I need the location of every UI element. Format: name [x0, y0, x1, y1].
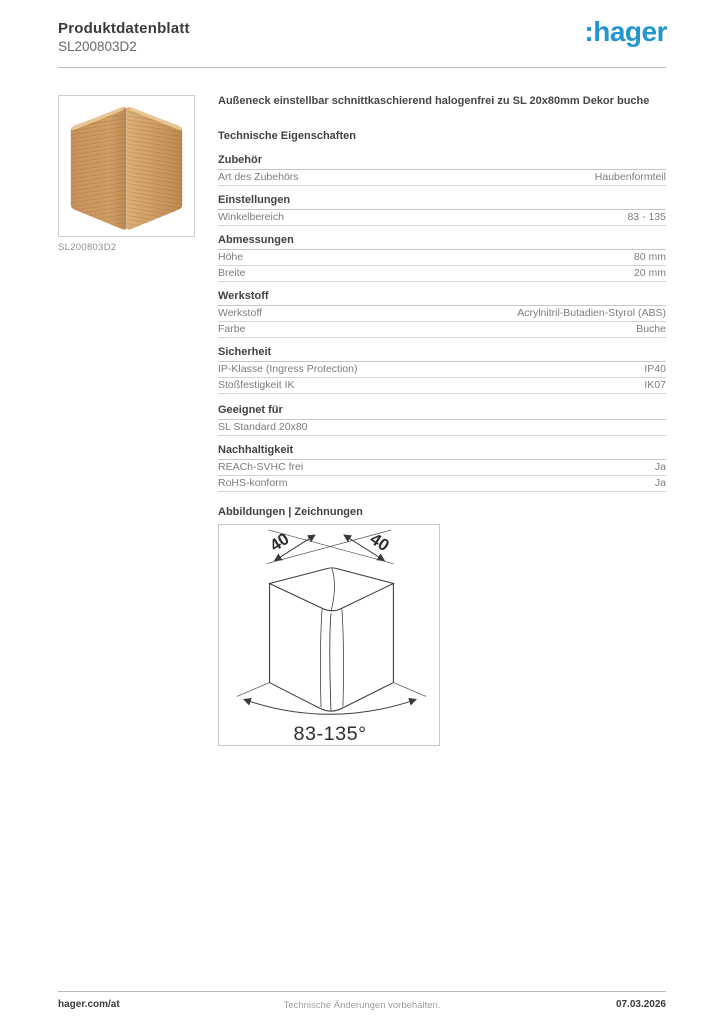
property-row: [218, 210, 666, 226]
property-label: Breite: [218, 267, 246, 279]
content-column: [218, 95, 666, 746]
property-label: SL Standard 20x80: [218, 421, 308, 433]
property-row: [218, 420, 666, 436]
header-product-ref: SL200803D2: [58, 39, 137, 54]
property-label: Werkstoff: [218, 307, 262, 319]
property-row: [218, 460, 666, 476]
angle-extension-left: [237, 683, 270, 697]
property-label: Farbe: [218, 323, 246, 335]
property-value: 83 - 135: [627, 211, 666, 223]
property-label: Stoßfestigkeit IK: [218, 379, 295, 391]
property-value: Haubenformteil: [594, 171, 666, 183]
section-einstellungen: [218, 194, 666, 226]
section-title: Werkstoff: [218, 290, 666, 306]
property-value: 20 mm: [633, 267, 666, 279]
section-title: Geeignet für: [218, 404, 666, 420]
section-werkstoff: [218, 290, 666, 338]
property-value: Ja: [654, 477, 666, 489]
property-row: [218, 476, 666, 492]
angle-extension-right: [393, 683, 426, 697]
property-row: [218, 378, 666, 394]
section-title: Zubehör: [218, 154, 666, 170]
footer-site-link[interactable]: hager.com/at: [58, 999, 120, 1010]
property-row: [218, 250, 666, 266]
hager-logo: :hager: [584, 16, 667, 47]
property-value: IK07: [644, 379, 666, 391]
dimension-label-right: 40: [366, 529, 393, 556]
section-title: Einstellungen: [218, 194, 666, 210]
property-row: [218, 322, 666, 338]
property-value: Acrylnitril-Butadien-Styrol (ABS): [517, 307, 666, 319]
property-label: Art des Zubehörs: [218, 171, 299, 183]
technical-drawing: [218, 524, 440, 746]
footer-date: 07.03.2026: [615, 999, 666, 1010]
property-row: [218, 306, 666, 322]
section-title: Abmessungen: [218, 234, 666, 250]
angle-arc: [244, 699, 416, 714]
section-abmessungen: [218, 234, 666, 282]
section-sicherheit: [218, 346, 666, 394]
header-divider: [58, 67, 666, 68]
property-label: RoHS-konform: [218, 477, 288, 489]
drawings-heading: Abbildungen | Zeichnungen: [218, 506, 363, 518]
section-zubehoer: [218, 154, 666, 186]
property-row: [218, 362, 666, 378]
corner-piece-photo: [59, 96, 194, 236]
section-title: Sicherheit: [218, 346, 666, 362]
property-row: [218, 170, 666, 186]
property-label: Winkelbereich: [218, 211, 284, 223]
product-image: [58, 95, 195, 237]
property-value: 80 mm: [633, 251, 666, 263]
section-geeignet-fuer: [218, 404, 666, 436]
property-row: [218, 266, 666, 282]
section-title: Nachhaltigkeit: [218, 444, 666, 460]
property-value: Buche: [636, 323, 666, 335]
property-label: IP-Klasse (Ingress Protection): [218, 363, 358, 375]
property-value: Ja: [654, 461, 666, 473]
footer-notice: Technische Änderungen vorbehalten.: [283, 1000, 441, 1011]
angle-label: 83-135°: [293, 723, 367, 745]
property-label: Höhe: [218, 251, 244, 263]
doc-type-title: Produktdatenblatt: [58, 20, 190, 37]
section-nachhaltigkeit: [218, 444, 666, 492]
corner-piece-outline: [270, 568, 394, 711]
property-value: IP40: [644, 363, 666, 375]
product-title: Außeneck einstellbar schnittkaschierend halogenfrei zu SL 20x80mm Dekor buche: [218, 95, 650, 107]
footer-divider: [58, 991, 666, 992]
property-label: REACh-SVHC frei: [218, 461, 304, 473]
dimension-drawing: [219, 525, 439, 745]
image-caption: SL200803D2: [58, 242, 117, 253]
dimension-label-left: 40: [266, 529, 293, 556]
tech-properties-heading: Technische Eigenschaften: [218, 130, 356, 142]
